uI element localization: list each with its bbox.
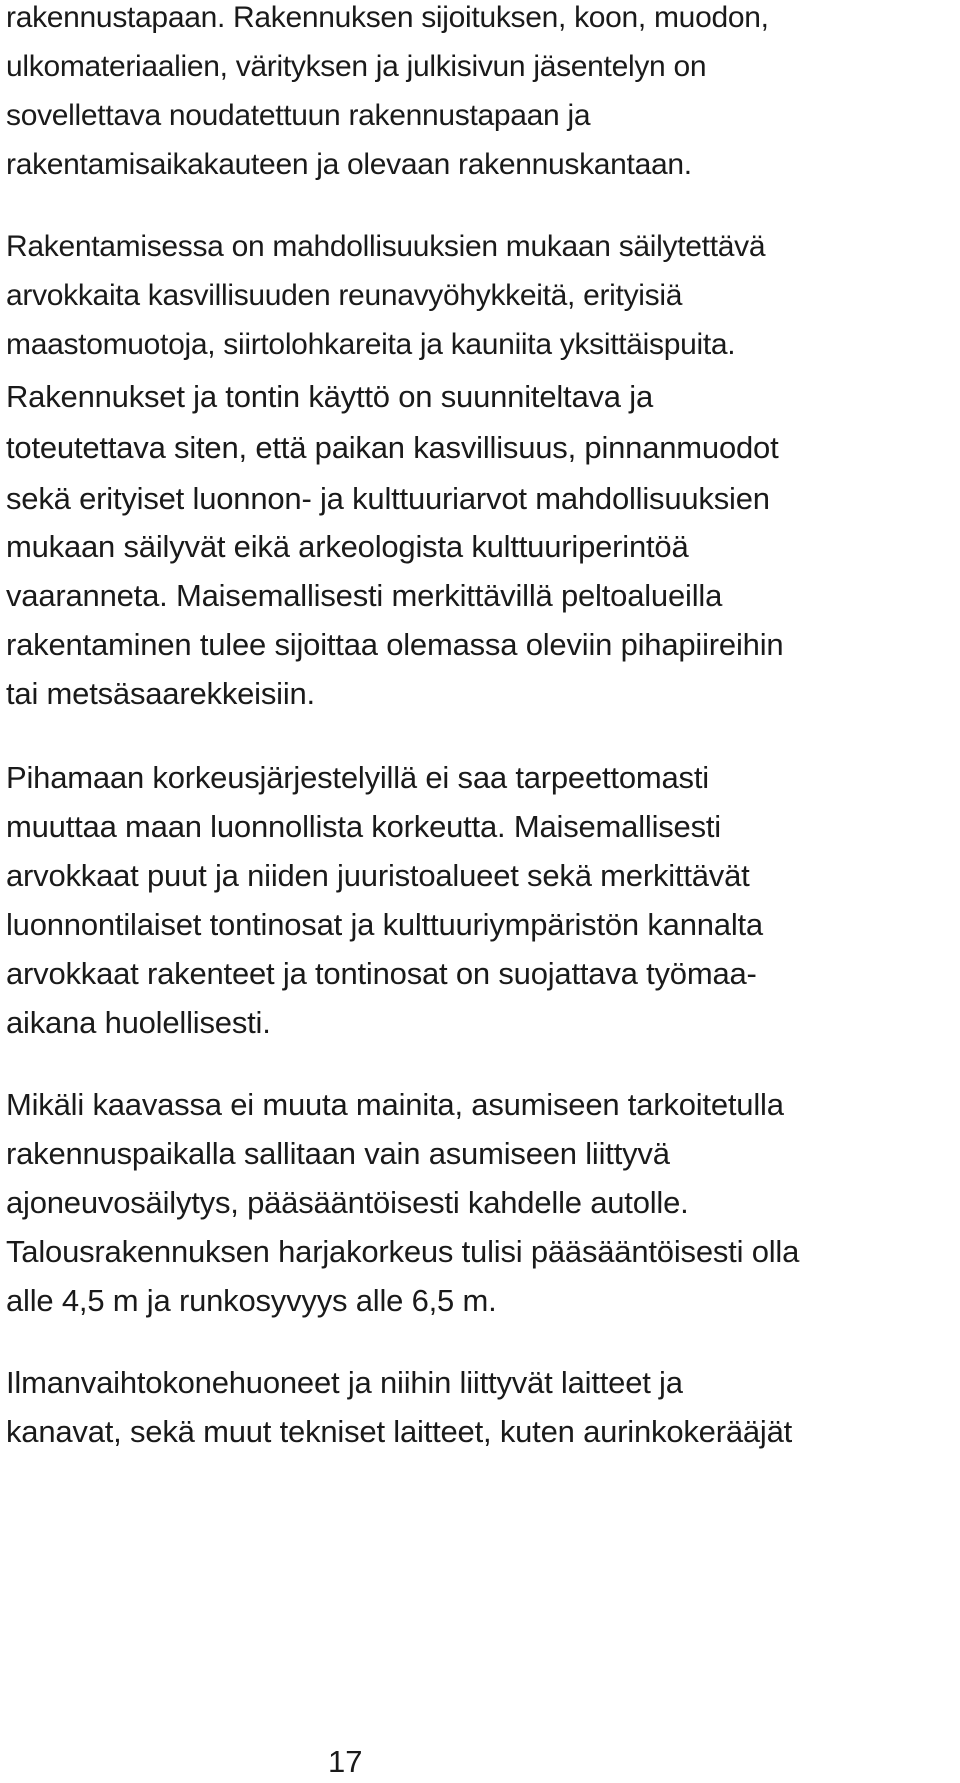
- text-line: alle 4,5 m ja runkosyvyys alle 6,5 m.: [6, 1283, 497, 1318]
- text-line: Rakennukset ja tontin käyttö on suunniteltava ja: [6, 379, 653, 414]
- text-line: sekä erityiset luonnon- ja kulttuuriarvot mahdollisuuksien: [6, 481, 770, 516]
- text-line: Ilmanvaihtokonehuoneet ja niihin liittyvät laitteet ja: [6, 1365, 683, 1400]
- text-line: aikana huolellisesti.: [6, 1005, 271, 1040]
- text-line: mukaan säilyvät eikä arkeologista kulttuuriperintöä: [6, 529, 689, 564]
- text-line: ulkomateriaalien, värityksen ja julkisivun jäsentelyn on: [6, 50, 707, 83]
- text-line: rakennustapaan. Rakennuksen sijoituksen, koon, muodon,: [6, 1, 769, 34]
- text-line: sovellettava noudatettuun rakennustapaan ja: [6, 99, 591, 132]
- text-line: maastomuotoja, siirtolohkareita ja kauniita yksittäispuita.: [6, 328, 736, 361]
- text-line: Mikäli kaavassa ei muuta mainita, asumiseen tarkoitetulla: [6, 1087, 784, 1122]
- text-line: rakentaminen tulee sijoittaa olemassa oleviin pihapiireihin: [6, 627, 784, 662]
- text-line: tai metsäsaarekkeisiin.: [6, 676, 315, 711]
- text-line: rakentamisaikakauteen ja olevaan rakennuskantaan.: [6, 148, 692, 181]
- text-line: Talousrakennuksen harjakorkeus tulisi pääsääntöisesti olla: [6, 1234, 800, 1269]
- text-line: muuttaa maan luonnollista korkeutta. Maisemallisesti: [6, 809, 721, 844]
- text-line: arvokkaita kasvillisuuden reunavyöhykkeitä, erityisiä: [6, 279, 683, 312]
- text-line: Rakentamisessa on mahdollisuuksien mukaan säilytettävä: [6, 230, 766, 263]
- text-line: rakennuspaikalla sallitaan vain asumiseen liittyvä: [6, 1136, 670, 1171]
- text-line: Pihamaan korkeusjärjestelyillä ei saa tarpeettomasti: [6, 760, 709, 795]
- text-line: kanavat, sekä muut tekniset laitteet, kuten aurinkokerääjät: [6, 1414, 793, 1449]
- page-number: 17: [328, 1744, 363, 1779]
- text-line: vaaranneta. Maisemallisesti merkittävillä peltoalueilla: [6, 578, 723, 613]
- text-line: luonnontilaiset tontinosat ja kulttuuriympäristön kannalta: [6, 907, 763, 942]
- text-line: ajoneuvosäilytys, pääsääntöisesti kahdelle autolle.: [6, 1185, 689, 1220]
- text-line: toteutettava siten, että paikan kasvillisuus, pinnanmuodot: [6, 430, 779, 465]
- text-line: arvokkaat rakenteet ja tontinosat on suojattava työmaa-: [6, 956, 757, 991]
- text-line: arvokkaat puut ja niiden juuristoalueet sekä merkittävät: [6, 858, 750, 893]
